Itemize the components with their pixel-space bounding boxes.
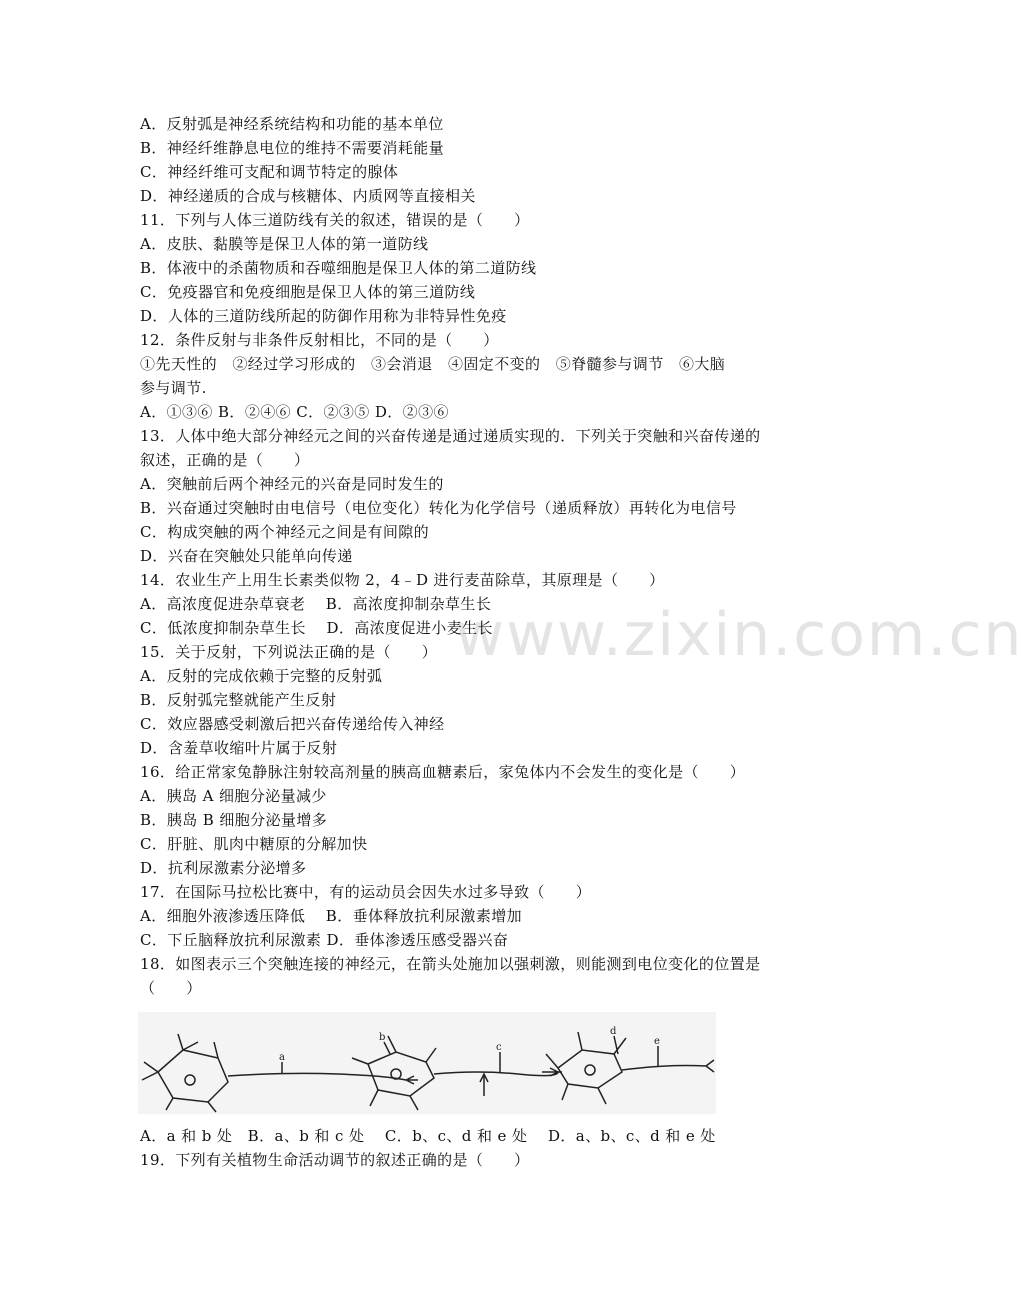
question-13: 13．人体中绝大部分神经元之间的兴奋传递是通过递质实现的．下列关于突触和兴奋传递的 — [140, 427, 761, 445]
text-line: B．神经纤维静息电位的维持不需要消耗能量 — [140, 139, 445, 157]
text-line: A．高浓度促进杂草衰老 B．高浓度抑制杂草生长 — [140, 595, 492, 613]
text-line: A．皮肤、黏膜等是保卫人体的第一道防线 — [140, 235, 429, 253]
text-line: C．低浓度抑制杂草生长 D．高浓度促进小麦生长 — [140, 619, 493, 637]
text-line: 参与调节. — [140, 379, 207, 397]
text-line: （ ） — [140, 979, 202, 997]
text-line: D．人体的三道防线所起的防御作用称为非特异性免疫 — [140, 307, 507, 325]
label-e: e — [654, 1036, 660, 1047]
watermark: www.zixin.com.cn — [455, 600, 1023, 670]
label-d: d — [610, 1026, 617, 1037]
question-16: 16．给正常家兔静脉注射较高剂量的胰高血糖素后，家兔体内不会发生的变化是（ ） — [140, 763, 746, 781]
text-line: ①先天性的 ②经过学习形成的 ③会消退 ④固定不变的 ⑤脊髓参与调节 ⑥大脑 — [140, 355, 726, 373]
question-19: 19．下列有关植物生命活动调节的叙述正确的是（ ） — [140, 1151, 530, 1169]
text-line: C．效应器感受刺激后把兴奋传递给传入神经 — [140, 715, 445, 733]
text-line: C．神经纤维可支配和调节特定的腺体 — [140, 163, 399, 181]
label-b: b — [379, 1032, 386, 1043]
text-line: C．下丘脑释放抗利尿激素 D．垂体渗透压感受器兴奋 — [140, 931, 509, 949]
text-line: C．肝脏、肌肉中糖原的分解加快 — [140, 835, 368, 853]
label-c: c — [496, 1042, 502, 1053]
text-line: D．抗利尿激素分泌增多 — [140, 859, 307, 877]
question-12: 12．条件反射与非条件反射相比，不同的是（ ） — [140, 331, 499, 349]
text-line: B．反射弧完整就能产生反射 — [140, 691, 337, 709]
text-line: A．胰岛 A 细胞分泌量减少 — [140, 787, 327, 805]
question-18: 18．如图表示三个突触连接的神经元，在箭头处施加以强刺激，则能测到电位变化的位置是 — [140, 955, 761, 973]
text-line: A．反射弧是神经系统结构和功能的基本单位 — [140, 115, 444, 133]
text-line: A．a 和 b 处 B．a、b 和 c 处 C．b、c、d 和 e 处 D．a、b、c、d 和 e 处 — [140, 1127, 716, 1145]
question-15: 15．关于反射，下列说法正确的是（ ） — [140, 643, 438, 661]
text-line: A．反射的完成依赖于完整的反射弧 — [140, 667, 383, 685]
text-line: D．神经递质的合成与核糖体、内质网等直接相关 — [140, 187, 476, 205]
question-17: 17．在国际马拉松比赛中，有的运动员会因失水过多导致（ ） — [140, 883, 592, 901]
text-line: B．体液中的杀菌物质和吞噬细胞是保卫人体的第二道防线 — [140, 259, 537, 277]
text-line: A．细胞外液渗透压降低 B．垂体释放抗利尿激素增加 — [140, 907, 523, 925]
text-line: C．免疫器官和免疫细胞是保卫人体的第三道防线 — [140, 283, 476, 301]
text-line: 叙述，正确的是（ ） — [140, 451, 310, 469]
text-line: D．兴奋在突触处只能单向传递 — [140, 547, 353, 565]
text-line: D．含羞草收缩叶片属于反射 — [140, 739, 338, 757]
neuron-diagram — [138, 1012, 716, 1114]
text-line: C．构成突触的两个神经元之间是有间隙的 — [140, 523, 430, 541]
question-11: 11．下列与人体三道防线有关的叙述，错误的是（ ） — [140, 211, 530, 229]
text-line: A．突触前后两个神经元的兴奋是同时发生的 — [140, 475, 444, 493]
text-line: B．兴奋通过突触时由电信号（电位变化）转化为化学信号（递质释放）再转化为电信号 — [140, 499, 737, 517]
text-line: B．胰岛 B 细胞分泌量增多 — [140, 811, 328, 829]
question-14: 14．农业生产上用生长素类似物 2，4﹣D 进行麦苗除草，其原理是（ ） — [140, 571, 665, 589]
text-line: A．①③⑥ B．②④⑥ C．②③⑤ D．②③⑥ — [140, 403, 449, 421]
label-a: a — [279, 1052, 285, 1063]
